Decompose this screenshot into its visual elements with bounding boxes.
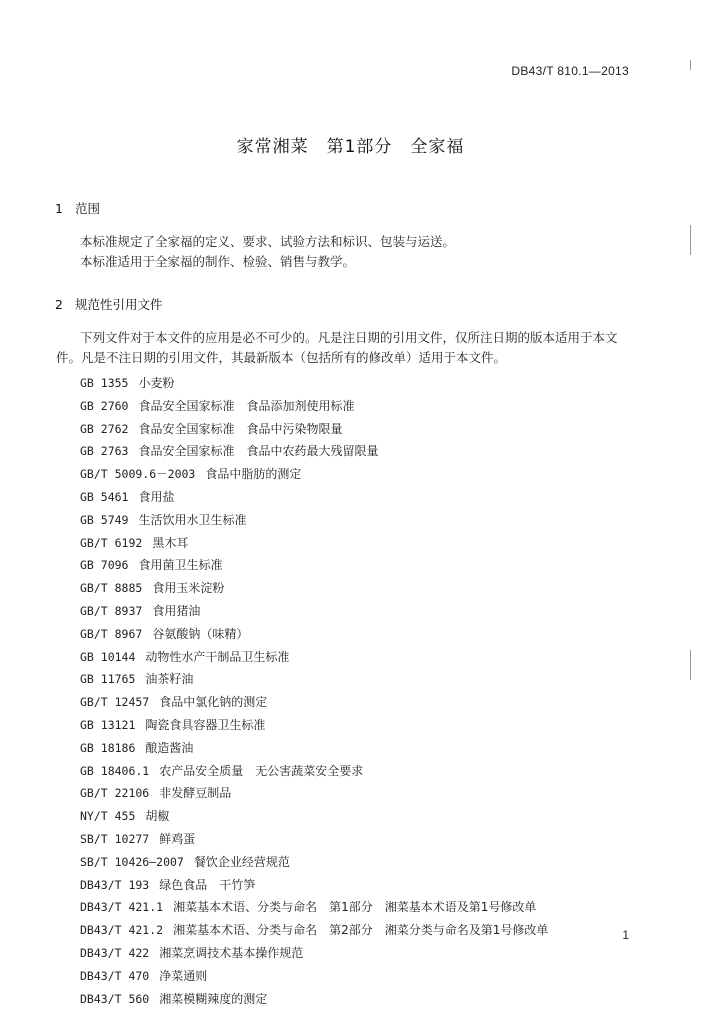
reference-title: 食用玉米淀粉	[152, 581, 225, 596]
reference-item	[80, 509, 548, 532]
reference-title: 鲜鸡蛋	[159, 831, 196, 846]
document-title: 家常湘菜 第1部分 全家福	[236, 137, 465, 157]
reference-title: 油茶籽油	[145, 672, 194, 687]
scan-edge-mark	[690, 650, 691, 680]
reference-code: GB/T 5009.6－2003	[80, 467, 196, 482]
reference-item	[80, 737, 548, 760]
reference-title: 动物性水产干制品卫生标准	[145, 649, 290, 664]
reference-title: 绿色食品 干竹笋	[159, 877, 256, 892]
reference-item	[80, 851, 548, 874]
reference-item	[80, 440, 548, 463]
reference-title: 餐饮企业经营规范	[193, 854, 290, 869]
section-title: 规范性引用文件	[75, 297, 163, 312]
reference-item	[80, 600, 548, 623]
reference-code: GB 10144	[80, 649, 136, 664]
reference-item	[80, 828, 548, 851]
scope-line-1: 本标准规定了全家福的定义、要求、试验方法和标识、包装与运送。	[80, 234, 456, 249]
reference-item	[80, 782, 548, 805]
reference-code: GB 13121	[80, 717, 136, 732]
reference-item	[80, 668, 548, 691]
reference-title: 生活饮用水卫生标准	[138, 512, 247, 527]
reference-code: DB43/T 560	[80, 991, 150, 1006]
reference-title: 陶瓷食具容器卫生标准	[145, 717, 266, 732]
reference-item	[80, 760, 548, 783]
reference-code: GB/T 12457	[80, 695, 150, 710]
reference-code: SB/T 10426—2007	[80, 854, 184, 869]
reference-code: GB 2760	[80, 398, 129, 413]
reference-code: GB 2762	[80, 421, 129, 436]
section-number: 1	[55, 201, 63, 216]
scan-edge-mark	[690, 60, 691, 70]
reference-item	[80, 896, 548, 919]
reference-title: 食品安全国家标准 食品中农药最大残留限量	[138, 444, 379, 459]
page-number: 1	[622, 928, 629, 942]
reference-title: 食品安全国家标准 食品中污染物限量	[138, 421, 343, 436]
reference-title: 食品中氯化钠的测定	[159, 695, 268, 710]
reference-code: DB43/T 470	[80, 968, 150, 983]
reference-item	[80, 554, 548, 577]
reference-title: 食用盐	[138, 489, 175, 504]
reference-title: 小麦粉	[138, 376, 175, 390]
reference-title: 胡椒	[145, 809, 170, 824]
reference-code: NY/T 455	[80, 809, 136, 824]
reference-title: 酿造酱油	[145, 740, 194, 755]
reference-item	[80, 577, 548, 600]
reference-code: DB43/T 421.2	[80, 923, 164, 938]
reference-code: GB/T 8937	[80, 603, 143, 618]
scope-line-2: 本标准适用于全家福的制作、检验、销售与教学。	[80, 254, 356, 269]
scan-edge-mark	[690, 225, 691, 255]
reference-item	[80, 714, 548, 737]
section-number: 2	[55, 297, 63, 312]
reference-item	[80, 805, 548, 828]
reference-code: GB 5749	[80, 512, 129, 527]
scope-paragraph	[80, 232, 455, 272]
reference-item	[80, 988, 548, 1011]
reference-title: 净菜通则	[159, 968, 208, 983]
reference-item	[80, 463, 548, 486]
reference-code: GB/T 6192	[80, 535, 143, 550]
reference-title: 食用菌卫生标准	[138, 558, 223, 573]
section-title: 范围	[75, 201, 101, 216]
standard-code-header: DB43/T 810.1—2013	[511, 64, 629, 78]
reference-title: 食品中脂肪的测定	[205, 467, 302, 482]
reference-item	[80, 965, 548, 988]
reference-code: DB43/T 421.1	[80, 900, 164, 915]
reference-item	[80, 418, 548, 441]
reference-title: 非发酵豆制品	[159, 786, 232, 801]
reference-item	[80, 372, 548, 395]
references-intro-paragraph	[56, 328, 656, 368]
reference-code: DB43/T 422	[80, 945, 150, 960]
reference-title: 湘菜基本术语、分类与命名 第2部分 湘菜分类与命名及第1号修改单	[173, 923, 549, 938]
reference-title: 湘菜基本术语、分类与命名 第1部分 湘菜基本术语及第1号修改单	[173, 900, 537, 915]
reference-code: GB/T 8967	[80, 626, 143, 641]
reference-title: 湘菜模糊辣度的测定	[159, 991, 268, 1006]
reference-item	[80, 395, 548, 418]
section-heading-scope	[55, 199, 100, 217]
reference-list	[80, 372, 548, 1010]
references-intro-line-2: 件。凡是不注日期的引用文件，其最新版本（包括所有的修改单）适用于本文件。	[56, 350, 507, 365]
references-intro-line-1: 下列文件对于本文件的应用是必不可少的。凡是注日期的引用文件，仅所注日期的版本适用于本文	[80, 330, 618, 345]
reference-title: 谷氨酸钠（味精）	[152, 626, 249, 641]
reference-code: GB 2763	[80, 444, 129, 459]
reference-item	[80, 623, 548, 646]
reference-code: GB/T 22106	[80, 786, 150, 801]
section-heading-normative-references	[55, 295, 163, 313]
reference-item	[80, 646, 548, 669]
reference-code: GB 18186	[80, 740, 136, 755]
reference-title: 湘菜烹调技术基本操作规范	[159, 945, 304, 960]
reference-title: 食用猪油	[152, 603, 201, 618]
reference-item	[80, 942, 548, 965]
reference-code: GB/T 8885	[80, 581, 143, 596]
reference-item	[80, 532, 548, 555]
reference-title: 农产品安全质量 无公害蔬菜安全要求	[159, 763, 364, 778]
reference-item	[80, 691, 548, 714]
reference-code: DB43/T 193	[80, 877, 150, 892]
reference-title: 食品安全国家标准 食品添加剂使用标准	[138, 398, 355, 413]
reference-code: GB 18406.1	[80, 763, 150, 778]
reference-code: GB 7096	[80, 558, 129, 573]
reference-code: SB/T 10277	[80, 831, 150, 846]
reference-code: GB 11765	[80, 672, 136, 687]
reference-item	[80, 874, 548, 897]
reference-code: GB 1355	[80, 376, 129, 390]
reference-title: 黑木耳	[152, 535, 189, 550]
reference-code: GB 5461	[80, 489, 129, 504]
reference-item	[80, 919, 548, 942]
reference-item	[80, 486, 548, 509]
